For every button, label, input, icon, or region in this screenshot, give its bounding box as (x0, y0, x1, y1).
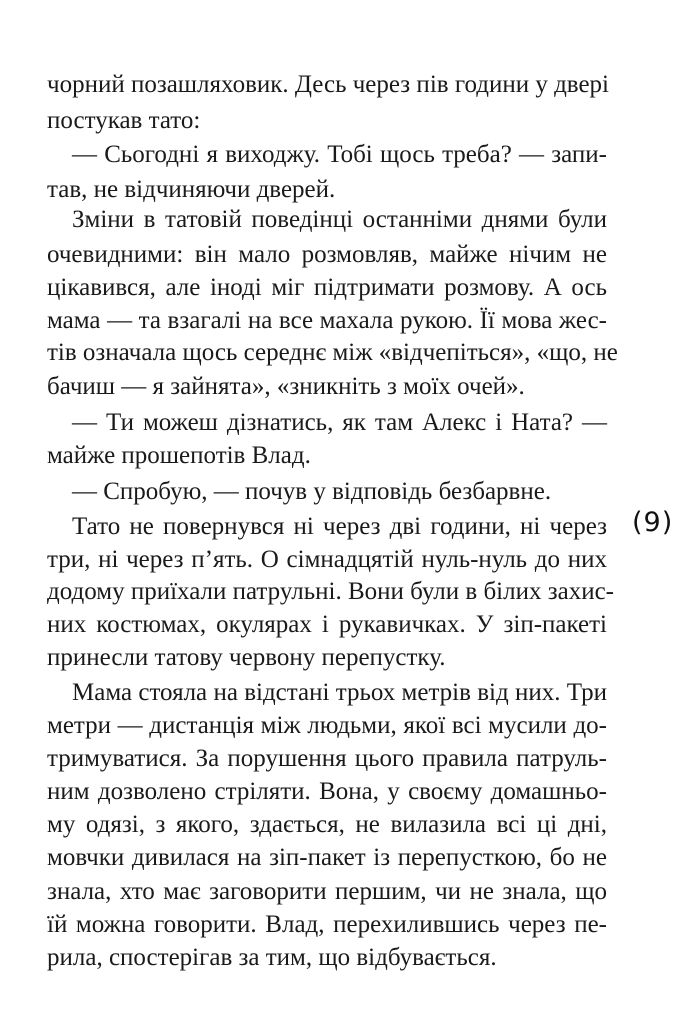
text-line: тримуватися. За порушення цього правила патруль- (47, 745, 607, 772)
text-line: додому приїхали патрульні. Вони були в білих захис- (47, 578, 614, 605)
text-line: знала, хто має заговорити першим, чи не знала, що (47, 878, 607, 905)
text-line: Мама стояла на відстані трьох метрів від них. Три (72, 679, 607, 706)
text-line: метри — дистанція між людьми, якої всі мусили до- (47, 712, 607, 739)
text-line: очевидними: він мало розмовляв, майже нічим не (47, 241, 607, 268)
text-line: постукав тато: (47, 107, 201, 134)
text-line: тів означала щось середнє між «відчепіться», «що, не (47, 339, 618, 366)
text-line: Тато не повернувся ні через дві години, ні через (72, 513, 607, 540)
text-line: мама — та взагалі на все махала рукою. Її мова жес- (47, 307, 607, 334)
text-line: три, ні через п’ять. О сімнадцятій нуль-нуль до них (47, 546, 607, 573)
text-line: мовчки дивилася на зіп-пакет із перепусткою, бо не (47, 844, 607, 871)
text-line: му одязі, з якого, здається, не вилазила всі ці дні, (47, 811, 607, 838)
text-line: цікавився, але іноді міг підтримати розмову. А ось (47, 274, 607, 301)
text-line: — Спробую, — почув у відповідь безбарвне. (72, 478, 552, 505)
text-line: принесли татову червону перепустку. (47, 644, 446, 671)
text-line: бачиш — я зайнята», «зникніть з моїх очей». (47, 373, 525, 400)
text-line: — Ти можеш дізнатись, як там Алекс і Ната? — (72, 409, 607, 436)
text-line: них костюмах, окулярах і рукавичках. У зіп-пакеті (47, 611, 607, 638)
text-line: тав, не відчиняючи дверей. (47, 176, 336, 203)
text-line: майже прошепотів Влад. (47, 442, 311, 469)
text-line: рила, спостерігав за тим, що відбувається. (47, 944, 497, 971)
text-line: чорний позашляховик. Десь через пів години у двері (47, 71, 609, 98)
text-line: — Сьогодні я виходжу. Тобі щось треба? — запи- (72, 141, 607, 168)
text-line: їй можна говорити. Влад, перехилившись через пе- (47, 911, 607, 938)
page-number: (9) (632, 507, 674, 538)
text-line: Зміни в татовій поведінці останніми днями були (72, 206, 607, 233)
text-line: ним дозволено стріляти. Вона, у своєму домашньо- (47, 778, 607, 805)
